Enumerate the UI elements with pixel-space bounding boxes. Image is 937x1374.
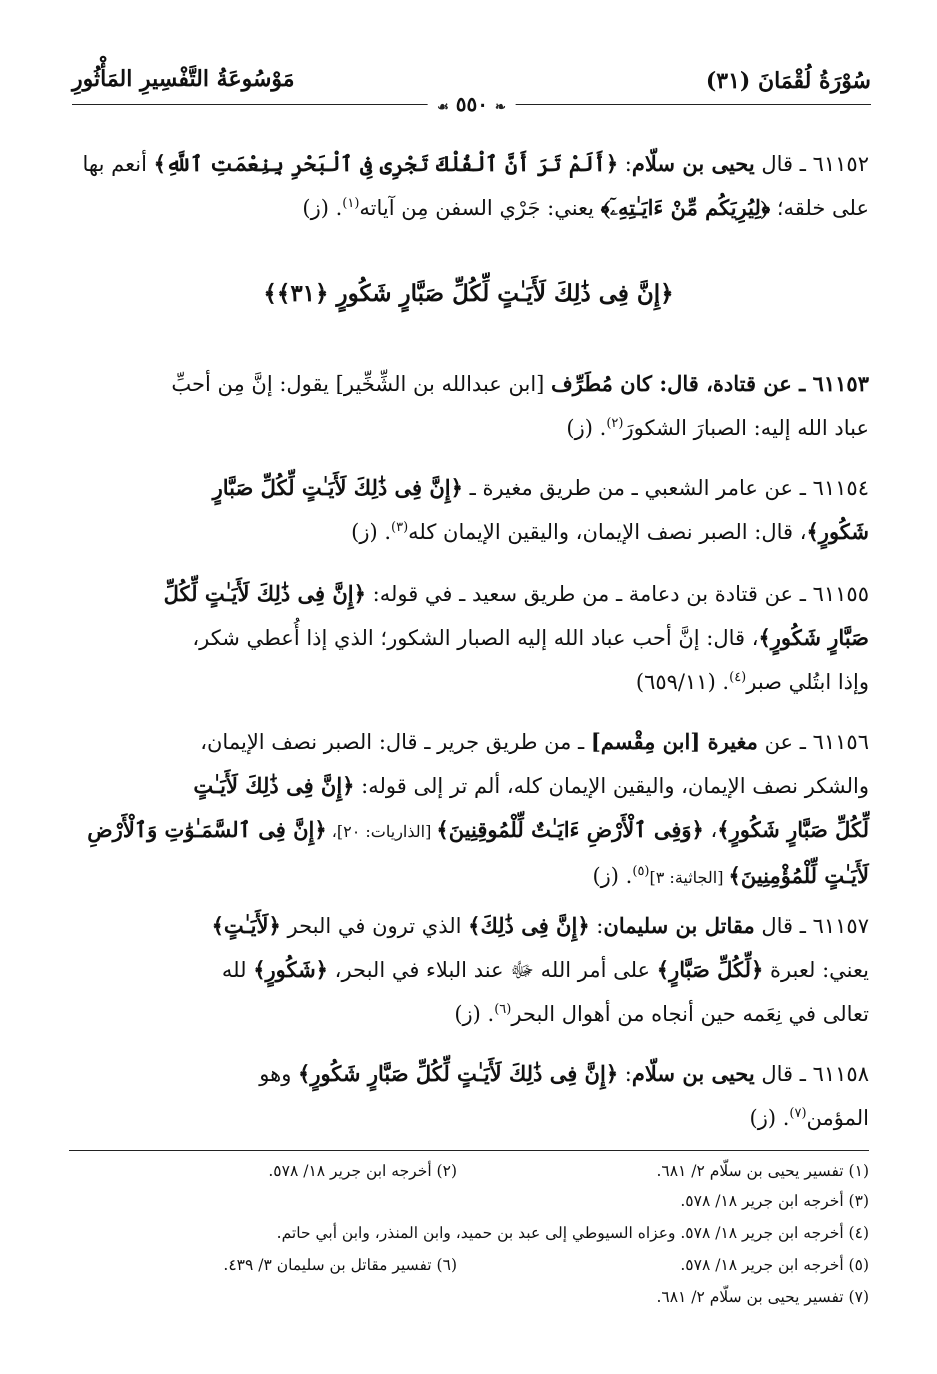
entry-text: ، قال: إنَّ أحب عباد الله إليه الصبار الشكور؛ الذي إذا أُعطي شكر، bbox=[192, 626, 759, 650]
entry-text: وإذا ابتُلي صبر bbox=[746, 670, 869, 694]
footnote-ref[interactable]: (٣) bbox=[391, 520, 409, 535]
quran-quote: ﴿وَفِى ٱلْأَرْضِ ءَايَـٰتٌ لِّلْمُوقِنِينَ﴾ bbox=[436, 817, 704, 842]
entry-61153 bbox=[69, 362, 869, 450]
quran-quote: ﴿إِنَّ فِى ذَٰلِكَ لَأَيَـٰتٍ bbox=[193, 773, 355, 798]
entry-line bbox=[69, 466, 869, 510]
entry-text: عباد الله إليه: الصبارَ الشكورَ bbox=[623, 416, 869, 440]
entry-line bbox=[69, 572, 869, 616]
entry-text: وهو bbox=[259, 1062, 299, 1086]
narrator-name: مقاتل بن سليمان bbox=[603, 913, 755, 938]
footnote-4: (٤) أخرجه ابن جرير ١٨/ ٥٧٨. وعزاه السيوطي إلى عبد بن حميد، وابن المنذر، وابن أبي حاتم. bbox=[276, 1224, 869, 1242]
entry-text: لله bbox=[221, 958, 254, 982]
ornament-icon: ☙ bbox=[437, 100, 449, 115]
footnote-separator bbox=[69, 1150, 869, 1151]
entry-61157 bbox=[69, 904, 869, 1036]
quran-quote: ﴿إِنَّ فِى ذَٰلِكَ لَأَيَـٰتٍ لِّكُلِّ صَبَّارٍ شَكُورٍ﴾ bbox=[298, 1061, 619, 1086]
footnote-2: (٢) أخرجه ابن جرير ١٨/ ٥٧٨. bbox=[268, 1162, 457, 1180]
entry-text: على أمر الله ﷻ عند البلاء في البحر، bbox=[327, 958, 657, 982]
entry-text: الذي ترون في البحر bbox=[280, 914, 469, 938]
entry-text: . (٦٥٩/١١) bbox=[635, 670, 730, 694]
quran-quote: ﴿لِيُرِيَكُم مِّنْ ءَايَـٰتِهِۦٓ﴾ bbox=[600, 195, 771, 220]
entry-text: ٦١١٥٦ ـ عن bbox=[757, 730, 869, 754]
entry-61152 bbox=[69, 142, 869, 230]
entry-61154 bbox=[69, 466, 869, 554]
footnote-ref[interactable]: (٦) bbox=[494, 1002, 512, 1017]
entry-text: . (ز) bbox=[566, 416, 607, 440]
entry-61156 bbox=[69, 720, 869, 900]
footnote-ref[interactable]: (٧) bbox=[789, 1106, 807, 1121]
entry-text: : bbox=[589, 914, 604, 938]
footnote-ref[interactable]: (١) bbox=[342, 196, 360, 211]
entry-text: والشكر نصف الإيمان، واليقين الإيمان كله، ألم تر إلى قوله: bbox=[354, 774, 869, 798]
entry-text: . (ز) bbox=[351, 520, 392, 544]
entry-text: ، bbox=[703, 818, 718, 842]
quran-quote: ﴿إِنَّ فِى ذَٰلِكَ لَأَيَـٰتٍ لِّكُلِّ bbox=[163, 581, 366, 606]
entry-text: يعني: لعبرة bbox=[763, 958, 869, 982]
narrator-name: مغيرة [ابن مِقْسم] bbox=[590, 729, 758, 754]
quran-quote: ﴿لِّكُلِّ صَبَّارٍ﴾ bbox=[656, 957, 764, 982]
entry-text: ٦١١٥٣ ـ عن قتادة، قال: كان bbox=[612, 371, 869, 396]
quran-quote: ﴿شَكُورٍ﴾ bbox=[253, 957, 328, 982]
entry-text: [ابن عبدالله بن الشِّخِّير] يقول: إنَّ مِن أحبِّ bbox=[171, 372, 552, 396]
surah-reference: [الجاثية: ٣] bbox=[649, 868, 729, 887]
footnote-3: (٣) أخرجه ابن جرير ١٨/ ٥٧٨. bbox=[680, 1192, 869, 1210]
surah-title: سُوْرَةُ لُقْمَانَ (٣١) bbox=[705, 68, 871, 94]
quran-quote: ﴿إِنَّ فِى ذَٰلِكَ﴾ bbox=[468, 913, 590, 938]
page-number: ٥٥٠ bbox=[455, 92, 488, 116]
narrator-name: يحيى بن سلّام bbox=[631, 1061, 755, 1086]
quran-quote: شَكُورٍ﴾ bbox=[806, 519, 869, 544]
entry-text: : bbox=[618, 152, 632, 176]
narrator-name: مُطَرِّف bbox=[551, 371, 613, 396]
entry-text: أنعم بها bbox=[82, 152, 154, 176]
footnote-1: (١) تفسير يحيى بن سلّام ٢/ ٦٨١. bbox=[656, 1162, 869, 1180]
footnote-7: (٧) تفسير يحيى بن سلّام ٢/ ٦٨١. bbox=[656, 1288, 869, 1306]
entry-text: . (ز) bbox=[749, 1106, 790, 1130]
entry-text: ٦١١٥٨ ـ قال bbox=[754, 1062, 869, 1086]
entry-text: ٦١١٥٤ ـ عن عامر الشعبي ـ من طريق مغيرة ـ bbox=[462, 476, 869, 500]
quran-quote: صَبَّارٍ شَكُورٍ﴾ bbox=[758, 625, 869, 650]
entry-text: ، قال: الصبر نصف الإيمان، واليقين الإيمان كله bbox=[408, 520, 807, 544]
entry-line bbox=[69, 720, 869, 764]
entry-line bbox=[69, 808, 869, 854]
entry-text: ٦١١٥٧ ـ قال bbox=[754, 914, 869, 938]
entry-text: على خلقه؛ bbox=[770, 196, 869, 220]
footnote-ref[interactable]: (٤) bbox=[729, 670, 747, 685]
entry-line bbox=[69, 510, 869, 554]
entry-line bbox=[69, 854, 869, 900]
entry-text: ـ من طريق جرير ـ قال: الصبر نصف الإيمان، bbox=[200, 730, 591, 754]
entry-text: يعني: جَرْي السفن مِن آياته bbox=[359, 196, 601, 220]
quran-quote: ﴿لَأَيَـٰتٍ﴾ bbox=[211, 913, 281, 938]
quran-quote: لِّكُلِّ صَبَّارٍ شَكُورٍ﴾ bbox=[717, 817, 869, 842]
entry-text: . (ز) bbox=[592, 864, 633, 888]
quran-quote: ﴿أَلَمْ تَرَ أَنَّ ٱلْفُلْكَ تَجْرِى فِى ٱلْبَحْرِ بِنِعْمَتِ ٱللَّهِ﴾ bbox=[153, 151, 619, 176]
quran-quote: ﴿إِنَّ فِى ٱلسَّمَـٰوَٰتِ وَٱلْأَرْضِ bbox=[87, 817, 327, 842]
entry-text: ٦١١٥٢ ـ قال bbox=[754, 152, 869, 176]
footnote-5: (٥) أخرجه ابن جرير ١٨/ ٥٧٨. bbox=[680, 1256, 869, 1274]
entry-line bbox=[69, 406, 869, 450]
surah-reference: [الذاريات: ٢٠]، bbox=[326, 822, 437, 841]
entry-line bbox=[69, 362, 869, 406]
entry-line bbox=[69, 660, 869, 704]
entry-line bbox=[69, 186, 869, 230]
page-header bbox=[72, 64, 871, 116]
footnote-ref[interactable]: (٢) bbox=[606, 416, 624, 431]
entry-line bbox=[69, 616, 869, 660]
book-title: مَوْسُوعَةُ التَّفْسِيرِ المَأْثُورِ bbox=[72, 66, 295, 92]
entry-line bbox=[69, 992, 869, 1036]
ornament-icon: ❧ bbox=[494, 100, 506, 115]
entry-line bbox=[69, 764, 869, 808]
entry-text: . (ز) bbox=[454, 1002, 495, 1026]
quran-verse-heading: ﴿إِنَّ فِى ذَٰلِكَ لَأَيَـٰتٍ لِّكُلِّ صَبَّارٍ شَكُورٍ ﴿٣١﴾﴾ bbox=[263, 280, 674, 307]
footnote-6: (٦) تفسير مقاتل بن سليمان ٣/ ٤٣٩. bbox=[223, 1256, 457, 1274]
entry-61155 bbox=[69, 572, 869, 704]
entry-line bbox=[69, 142, 869, 186]
footnote-ref[interactable]: (٥) bbox=[632, 864, 650, 879]
entry-text: المؤمن bbox=[806, 1106, 869, 1130]
entry-line bbox=[69, 1052, 869, 1096]
entry-61158 bbox=[69, 1052, 869, 1140]
entry-line bbox=[69, 1096, 869, 1140]
page-number-block bbox=[427, 92, 516, 116]
entry-text: تعالى في نِعَمه حين أنجاه من أهوال البحر bbox=[511, 1002, 869, 1026]
entry-line bbox=[69, 904, 869, 948]
quran-quote: ﴿إِنَّ فِى ذَٰلِكَ لَأَيَـٰتٍ لِّكُلِّ صَبَّارٍ bbox=[212, 475, 463, 500]
quran-quote: لَأَيَـٰتٍ لِّلْمُؤْمِنِينَ﴾ bbox=[728, 863, 869, 888]
entry-text: : bbox=[618, 1062, 632, 1086]
entry-text: . (ز) bbox=[302, 196, 343, 220]
entry-line bbox=[69, 948, 869, 992]
entry-text: ٦١١٥٥ ـ عن قتادة بن دعامة ـ من طريق سعيد ـ في قوله: bbox=[365, 582, 869, 606]
narrator-name: يحيى بن سلّام bbox=[631, 151, 755, 176]
